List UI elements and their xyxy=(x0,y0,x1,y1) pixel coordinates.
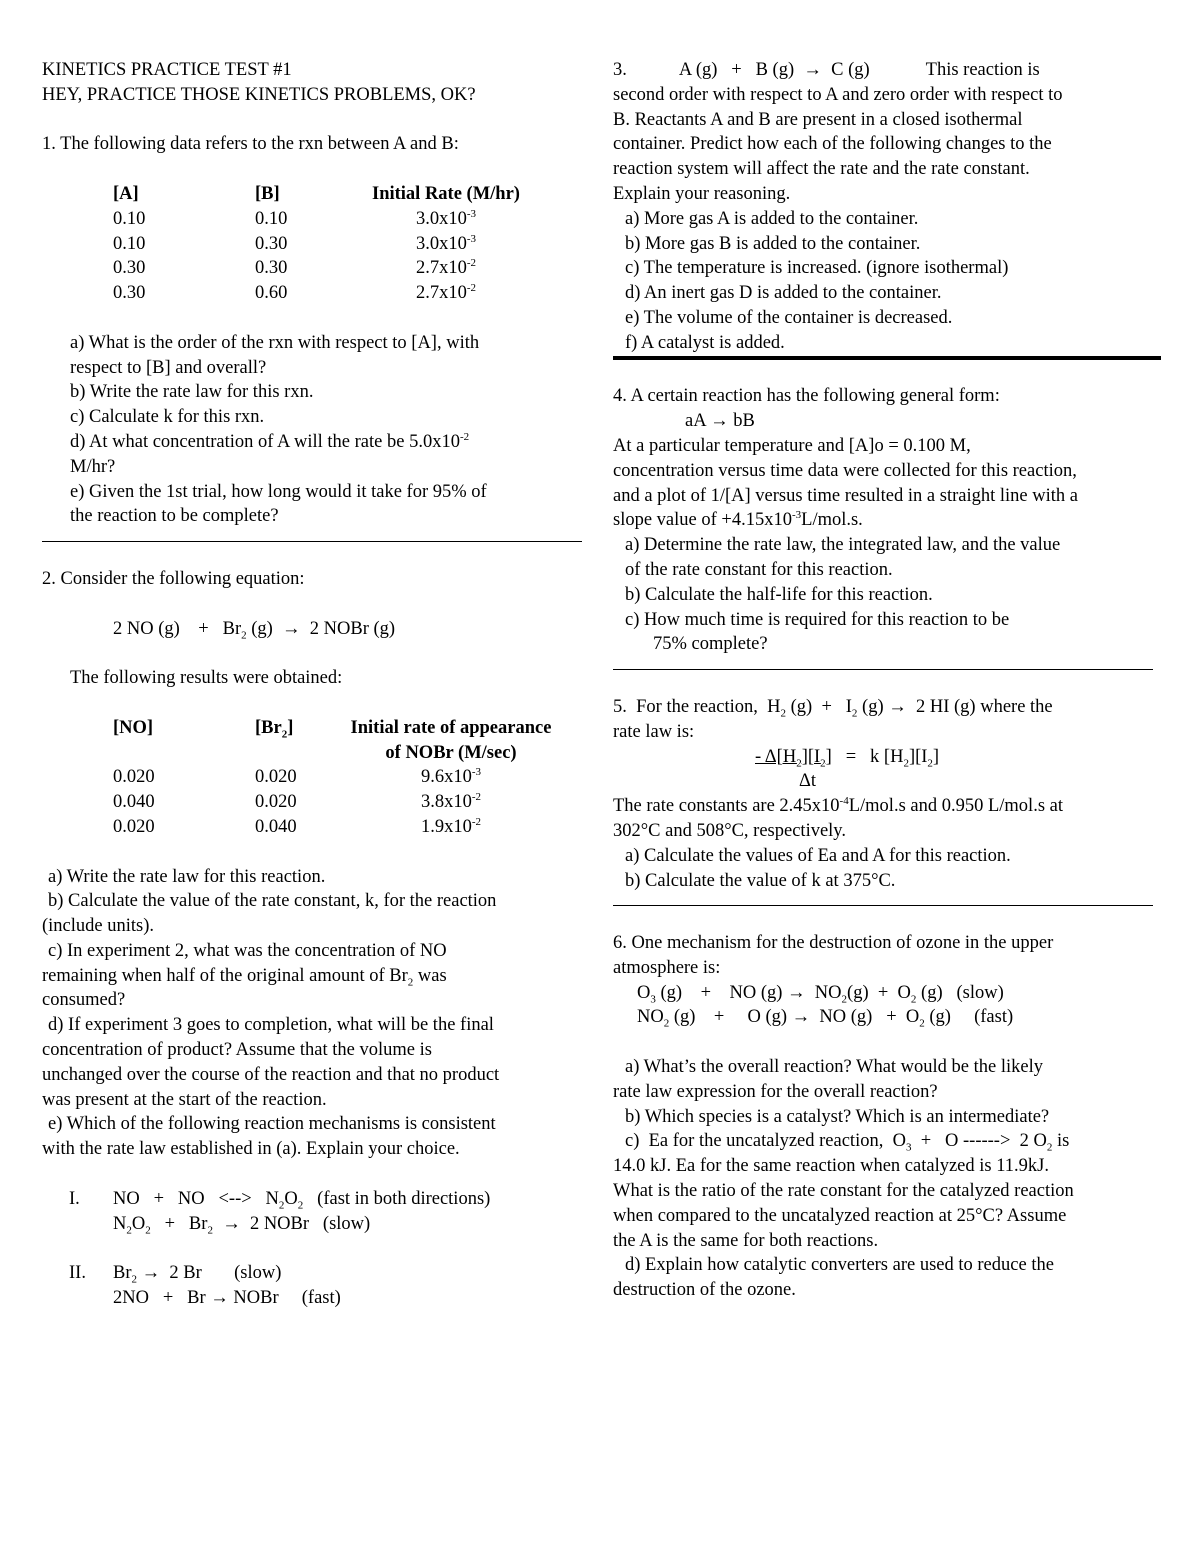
q6-part-c-cont: What is the ratio of the rate constant for the catalyzed reaction xyxy=(613,1181,1074,1202)
q6-part-a-cont: rate law expression for the overall reaction? xyxy=(613,1081,938,1102)
table-cell: $3.0x10^{-3}$ xyxy=(415,207,477,229)
table-row xyxy=(113,256,561,281)
q6-part-c: c) Ea for the uncatalyzed reaction, $O_3 + O$ ------> 2 $O_2$ is xyxy=(625,1131,1070,1155)
q6-step-1: $O_3$ (g) + NO $(g) \to NO_2(g) + O_2$ (g) (slow) xyxy=(637,982,1004,1006)
column-header: $[Br_2]$ xyxy=(255,717,294,741)
q1-part-d-cont: M/hr? xyxy=(70,456,116,477)
q2-part-d-cont3: was present at the start of the reaction. xyxy=(42,1089,327,1110)
q3-part-a: a) More gas A is added to the container. xyxy=(625,208,919,229)
q2-part-b: b) Calculate the value of the rate constant, k, for the reaction xyxy=(48,891,497,912)
table-header-row xyxy=(113,741,571,766)
q2-part-a: a) Write the rate law for this reaction. xyxy=(48,866,326,887)
table-row xyxy=(113,815,571,840)
q4-text: concentration versus time data were collected for this reaction, xyxy=(613,460,1077,481)
table-cell: $3.8x10^{-2}$ xyxy=(420,790,482,813)
q4-part-c: c) How much time is required for this reaction to be xyxy=(625,609,1010,630)
table-cell: 0.10 xyxy=(255,208,288,229)
q2-intro: 2. Consider the following equation: xyxy=(42,568,305,589)
q3-text: reaction system will affect the rate and the rate constant. xyxy=(613,159,1030,180)
q2-part-c: c) In experiment 2, what was the concentration of NO xyxy=(48,940,447,961)
table-cell: 0.10 xyxy=(113,208,146,229)
table-cell: 0.30 xyxy=(113,258,146,279)
table-row xyxy=(113,207,561,232)
rate-law-numerator: - $\Delta[H_2][I_2]$ xyxy=(755,746,832,770)
table-cell: 0.10 xyxy=(113,233,146,254)
table-cell: 0.30 xyxy=(255,233,288,254)
q4-text: and a plot of 1/[A] versus time resulted in a straight line with a xyxy=(613,485,1078,506)
q3-part-e: e) The volume of the container is decreased. xyxy=(625,307,953,328)
table-cell: 0.040 xyxy=(113,792,155,813)
table-cell: $2.7x10^{-2}$ xyxy=(415,282,477,304)
rate-law-rhs: = k $[H_2][I_2]$ xyxy=(845,746,940,770)
q3-intro: 3. A (g) + B (g) → C (g) This reaction is xyxy=(613,60,1040,80)
q4-equation: aA → bB xyxy=(685,411,755,432)
page-subtitle: HEY, PRACTICE THOSE KINETICS PROBLEMS, OK? xyxy=(42,84,476,105)
q1-part-a-cont: respect to [B] and overall? xyxy=(70,357,267,378)
q1-intro: 1. The following data refers to the rxn between A and B: xyxy=(42,134,459,155)
q5-rate-law xyxy=(613,745,1161,770)
q3-text: Explain your reasoning. xyxy=(613,183,791,204)
table-row xyxy=(113,790,571,815)
rate-law-denominator: Δt xyxy=(799,771,817,792)
q2-part-b-cont: (include units). xyxy=(42,916,155,937)
q3-part-f: f) A catalyst is added. xyxy=(625,332,785,353)
q4-part-b: b) Calculate the half-life for this reaction. xyxy=(625,584,933,605)
column-header: Initial rate of appearance xyxy=(350,717,552,738)
table-cell: $1.9x10^{-2}$ xyxy=(420,815,482,837)
table-cell: $2.7x10^{-2}$ xyxy=(415,257,477,279)
q6-part-c-cont: when compared to the uncatalyzed reaction at 25°C? Assume xyxy=(613,1205,1067,1226)
q3-text: second order with respect to A and zero order with respect to xyxy=(613,84,1063,105)
table-cell: 0.020 xyxy=(113,816,155,837)
q5-intro: 5. For the reaction, $H_2$ $(g) + I_2$ (g) → 2 HI (g) where the xyxy=(613,696,1053,720)
q5-part-a: a) Calculate the values of Ea and A for this reaction. xyxy=(625,845,1011,866)
table-cell: $9.6x10^{-3}$ xyxy=(420,766,482,788)
q6-part-c-cont: 14.0 kJ. Ea for the same reaction when catalyzed is 11.9kJ. xyxy=(613,1156,1049,1177)
q1-part-b: b) Write the rate law for this rxn. xyxy=(70,382,314,403)
q1-part-e-cont: the reaction to be complete? xyxy=(70,506,279,527)
q5-text: 302°C and 508°C, respectively. xyxy=(613,820,846,841)
table-cell: 0.60 xyxy=(255,283,288,304)
column-header: [NO] xyxy=(113,717,154,738)
q6-step-2: $NO_2$ (g) + O (g) → NO $(g) + O_2$ (g) (fast) xyxy=(637,1007,1014,1031)
q5-part-b: b) Calculate the value of k at 375°C. xyxy=(625,870,896,891)
q2-part-d: d) If experiment 3 goes to completion, what will be the final xyxy=(48,1015,494,1036)
table-row xyxy=(113,232,561,257)
q4-part-c-cont: 75% complete? xyxy=(653,634,768,655)
q4-part-a-cont: of the rate constant for this reaction. xyxy=(625,559,893,580)
q1-part-a: a) What is the order of the rxn with respect to [A], with xyxy=(70,332,480,353)
table-cell: 0.020 xyxy=(255,792,297,813)
q6-intro: 6. One mechanism for the destruction of ozone in the upper xyxy=(613,933,1054,954)
q6-part-c-cont: the A is the same for both reactions. xyxy=(613,1230,879,1251)
q6-part-d: d) Explain how catalytic converters are used to reduce the xyxy=(625,1255,1054,1276)
table-cell: 0.040 xyxy=(255,816,297,837)
table-cell: 0.020 xyxy=(113,767,155,788)
table-cell: 0.30 xyxy=(255,258,288,279)
q2-part-e: e) Which of the following reaction mechanisms is consistent xyxy=(48,1114,496,1135)
page-title: KINETICS PRACTICE TEST #1 xyxy=(42,60,292,80)
q4-part-a: a) Determine the rate law, the integrated law, and the value xyxy=(625,535,1061,556)
column-header: Initial Rate (M/hr) xyxy=(372,183,520,204)
q2-results-label: The following results were obtained: xyxy=(70,668,343,689)
q2-part-c-cont2: consumed? xyxy=(42,990,126,1011)
table-cell: $3.0x10^{-3}$ xyxy=(415,232,477,254)
q3-part-b: b) More gas B is added to the container. xyxy=(625,233,921,254)
q3-part-c: c) The temperature is increased. (ignore isothermal) xyxy=(625,258,1009,279)
column-header: [B] xyxy=(255,183,280,204)
q2-part-c-cont: remaining when half of the original amount of $Br_2$ was xyxy=(42,965,447,989)
column-header: [A] xyxy=(113,183,139,204)
q6-part-b: b) Which species is a catalyst? Which is an intermediate? xyxy=(625,1106,1050,1127)
mechanism-1: I. NO + NO <--> $N_2O_2$ (fast in both directions) $N_2O_2 + Br_2 \to 2$ NOBr (slow) xyxy=(69,1188,491,1237)
q4-text: At a particular temperature and [A]o = 0.100 M, xyxy=(613,435,971,456)
table-header-row xyxy=(113,182,561,207)
q6-part-a: a) What’s the overall reaction? What would be the likely xyxy=(625,1057,1043,1078)
right-column xyxy=(613,58,1161,1303)
left-column xyxy=(42,58,582,1311)
q1-data-table xyxy=(113,182,561,306)
q1-part-e: e) Given the 1st trial, how long would it take for 95% of xyxy=(70,481,487,502)
q5-text: The rate constants are $2.45x10^{-4}L/mol.s$ and 0.950 L/mol.s at xyxy=(613,794,1063,817)
q4-intro: 4. A certain reaction has the following general form: xyxy=(613,386,1000,407)
q3-text: B. Reactants A and B are present in a closed isothermal xyxy=(613,109,1023,130)
table-cell: 0.30 xyxy=(113,283,146,304)
q2-equation: 2 NO (g) + $Br_2$ (g) → 2 NOBr (g) xyxy=(113,618,396,642)
q3-part-d: d) An inert gas D is added to the container. xyxy=(625,283,942,304)
q4-text: slope value of $+4.15x10^{-3}L/mol.s$. xyxy=(613,509,863,531)
q2-data-table xyxy=(113,716,571,840)
q5-text: rate law is: xyxy=(613,721,695,742)
q6-part-d-cont: destruction of the ozone. xyxy=(613,1280,796,1301)
table-cell: 0.020 xyxy=(255,767,297,788)
q1-part-d: d) At what concentration of A will the rate be $5.0x10^{-2}$ xyxy=(70,430,470,452)
table-header-row xyxy=(113,716,571,741)
table-row xyxy=(113,765,571,790)
table-row xyxy=(113,281,561,306)
mechanism-2: II. $Br_2 \to 2$ Br (slow) 2NO + Br → NOBr (fast) xyxy=(69,1263,341,1309)
q6-text: atmosphere is: xyxy=(613,957,721,978)
q2-part-e-cont: with the rate law established in (a). Explain your choice. xyxy=(42,1139,460,1160)
q2-part-d-cont: concentration of product? Assume that the volume is xyxy=(42,1040,432,1061)
q2-part-d-cont2: unchanged over the course of the reaction and that no product xyxy=(42,1064,500,1085)
q1-part-c: c) Calculate k for this rxn. xyxy=(70,407,265,428)
q3-text: container. Predict how each of the following changes to the xyxy=(613,134,1052,155)
column-header: of NOBr (M/sec) xyxy=(385,742,517,763)
